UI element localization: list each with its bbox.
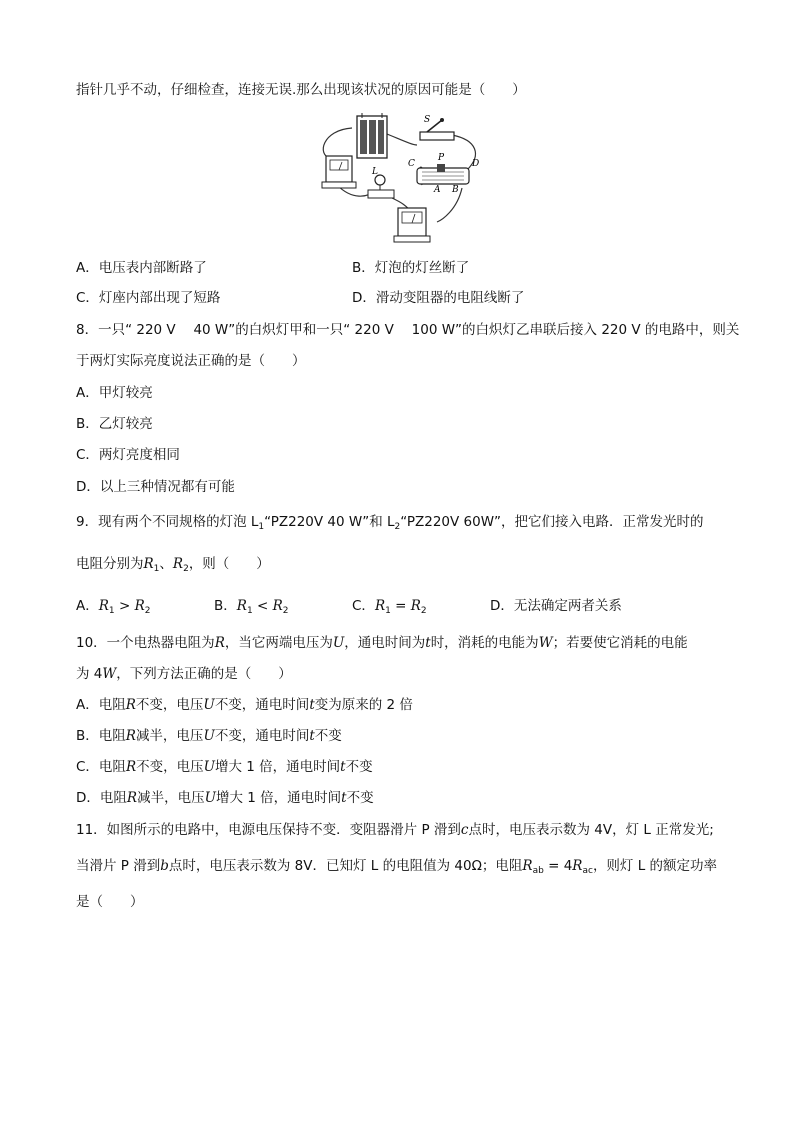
q7-option-a[interactable]: A．电压表内部断路了 bbox=[76, 260, 207, 276]
q9-stem-line1: 9．现有两个不同规格的灯泡 $L_1“PZ220V$ 40 W”和 $L_2“PZ220V$ 60W”，把它们接入电路．正常发光时的 bbox=[76, 514, 704, 532]
label-a: A bbox=[434, 185, 441, 195]
q11-stem-line2: 当滑片 P 滑到b点时，电压表示数为 8V．已知灯 L 的电阻值为 40Ω；电阻$R_{ab} = 4R_{ac}$，则灯 L 的额定功率 bbox=[76, 858, 718, 876]
q11-stem-line3: 是（ ） bbox=[76, 894, 144, 910]
voltmeter-top-icon bbox=[322, 156, 356, 188]
q8-option-d[interactable]: D．以上三种情况都有可能 bbox=[76, 479, 235, 495]
q11-stem-line1: 11．如图所示的电路中，电源电压保持不变．变阻器滑片 P 滑到c点时，电压表示数为 4V，灯 L 正常发光; bbox=[76, 822, 714, 838]
rheostat-icon bbox=[417, 164, 469, 184]
label-c: C bbox=[408, 159, 415, 169]
q9-stem-line2: 电阻分别为$R_1$、$R_2$，则（ ） bbox=[76, 556, 270, 574]
label-p: P bbox=[438, 153, 445, 163]
q8-stem-line1: 8．一只“ 220 V 40 W”的白炽灯甲和一只“ 220 V 100 W”的白炽灯乙串联后接入 220 V 的电路中，则关 bbox=[76, 322, 740, 338]
q9-option-a[interactable]: A．$R_1 > R_2$ bbox=[76, 598, 151, 616]
q7-option-d[interactable]: D．滑动变阻器的电阻线断了 bbox=[352, 290, 525, 306]
q10-option-a[interactable]: A．电阻R不变，电压U不变，通电时间t变为原来的 2 倍 bbox=[76, 697, 413, 713]
q9-option-c[interactable]: C．$R_1 = R_2$ bbox=[352, 598, 427, 616]
q7-option-c[interactable]: C．灯座内部出现了短路 bbox=[76, 290, 221, 306]
bulb-icon bbox=[368, 175, 394, 198]
q8-option-c[interactable]: C．两灯亮度相同 bbox=[76, 447, 180, 463]
label-s: S bbox=[424, 115, 431, 125]
q10-stem-line2: 为 4W，下列方法正确的是（ ） bbox=[76, 666, 292, 682]
q9-option-b[interactable]: B．$R_1 < R_2$ bbox=[214, 598, 289, 616]
q10-stem-line1: 10．一个电热器电阻为R，当它两端电压为U，通电时间为t时，消耗的电能为W；若要使它消耗的电能 bbox=[76, 635, 688, 651]
q7-stem: 指针几乎不动，仔细检查，连接无误.那么出现该状况的原因可能是（ ） bbox=[76, 82, 526, 98]
q10-option-c[interactable]: C．电阻R不变，电压U增大 1 倍，通电时间t不变 bbox=[76, 759, 373, 775]
q8-stem-line2: 于两灯实际亮度说法正确的是（ ） bbox=[76, 353, 306, 369]
label-b: B bbox=[452, 185, 459, 195]
q8-option-a[interactable]: A．甲灯较亮 bbox=[76, 385, 153, 401]
q8-option-b[interactable]: B．乙灯较亮 bbox=[76, 416, 153, 432]
label-d: D bbox=[472, 159, 480, 169]
q10-option-d[interactable]: D．电阻R减半，电压U增大 1 倍，通电时间t不变 bbox=[76, 790, 374, 806]
battery-icon bbox=[357, 113, 387, 158]
q10-option-b[interactable]: B．电阻R减半，电压U不变，通电时间t不变 bbox=[76, 728, 342, 744]
label-l: L bbox=[372, 167, 378, 177]
q7-option-b[interactable]: B．灯泡的灯丝断了 bbox=[352, 260, 470, 276]
q9-option-d[interactable]: D．无法确定两者关系 bbox=[490, 598, 622, 614]
circuit-figure bbox=[312, 110, 492, 246]
voltmeter-bottom-icon bbox=[394, 208, 430, 242]
